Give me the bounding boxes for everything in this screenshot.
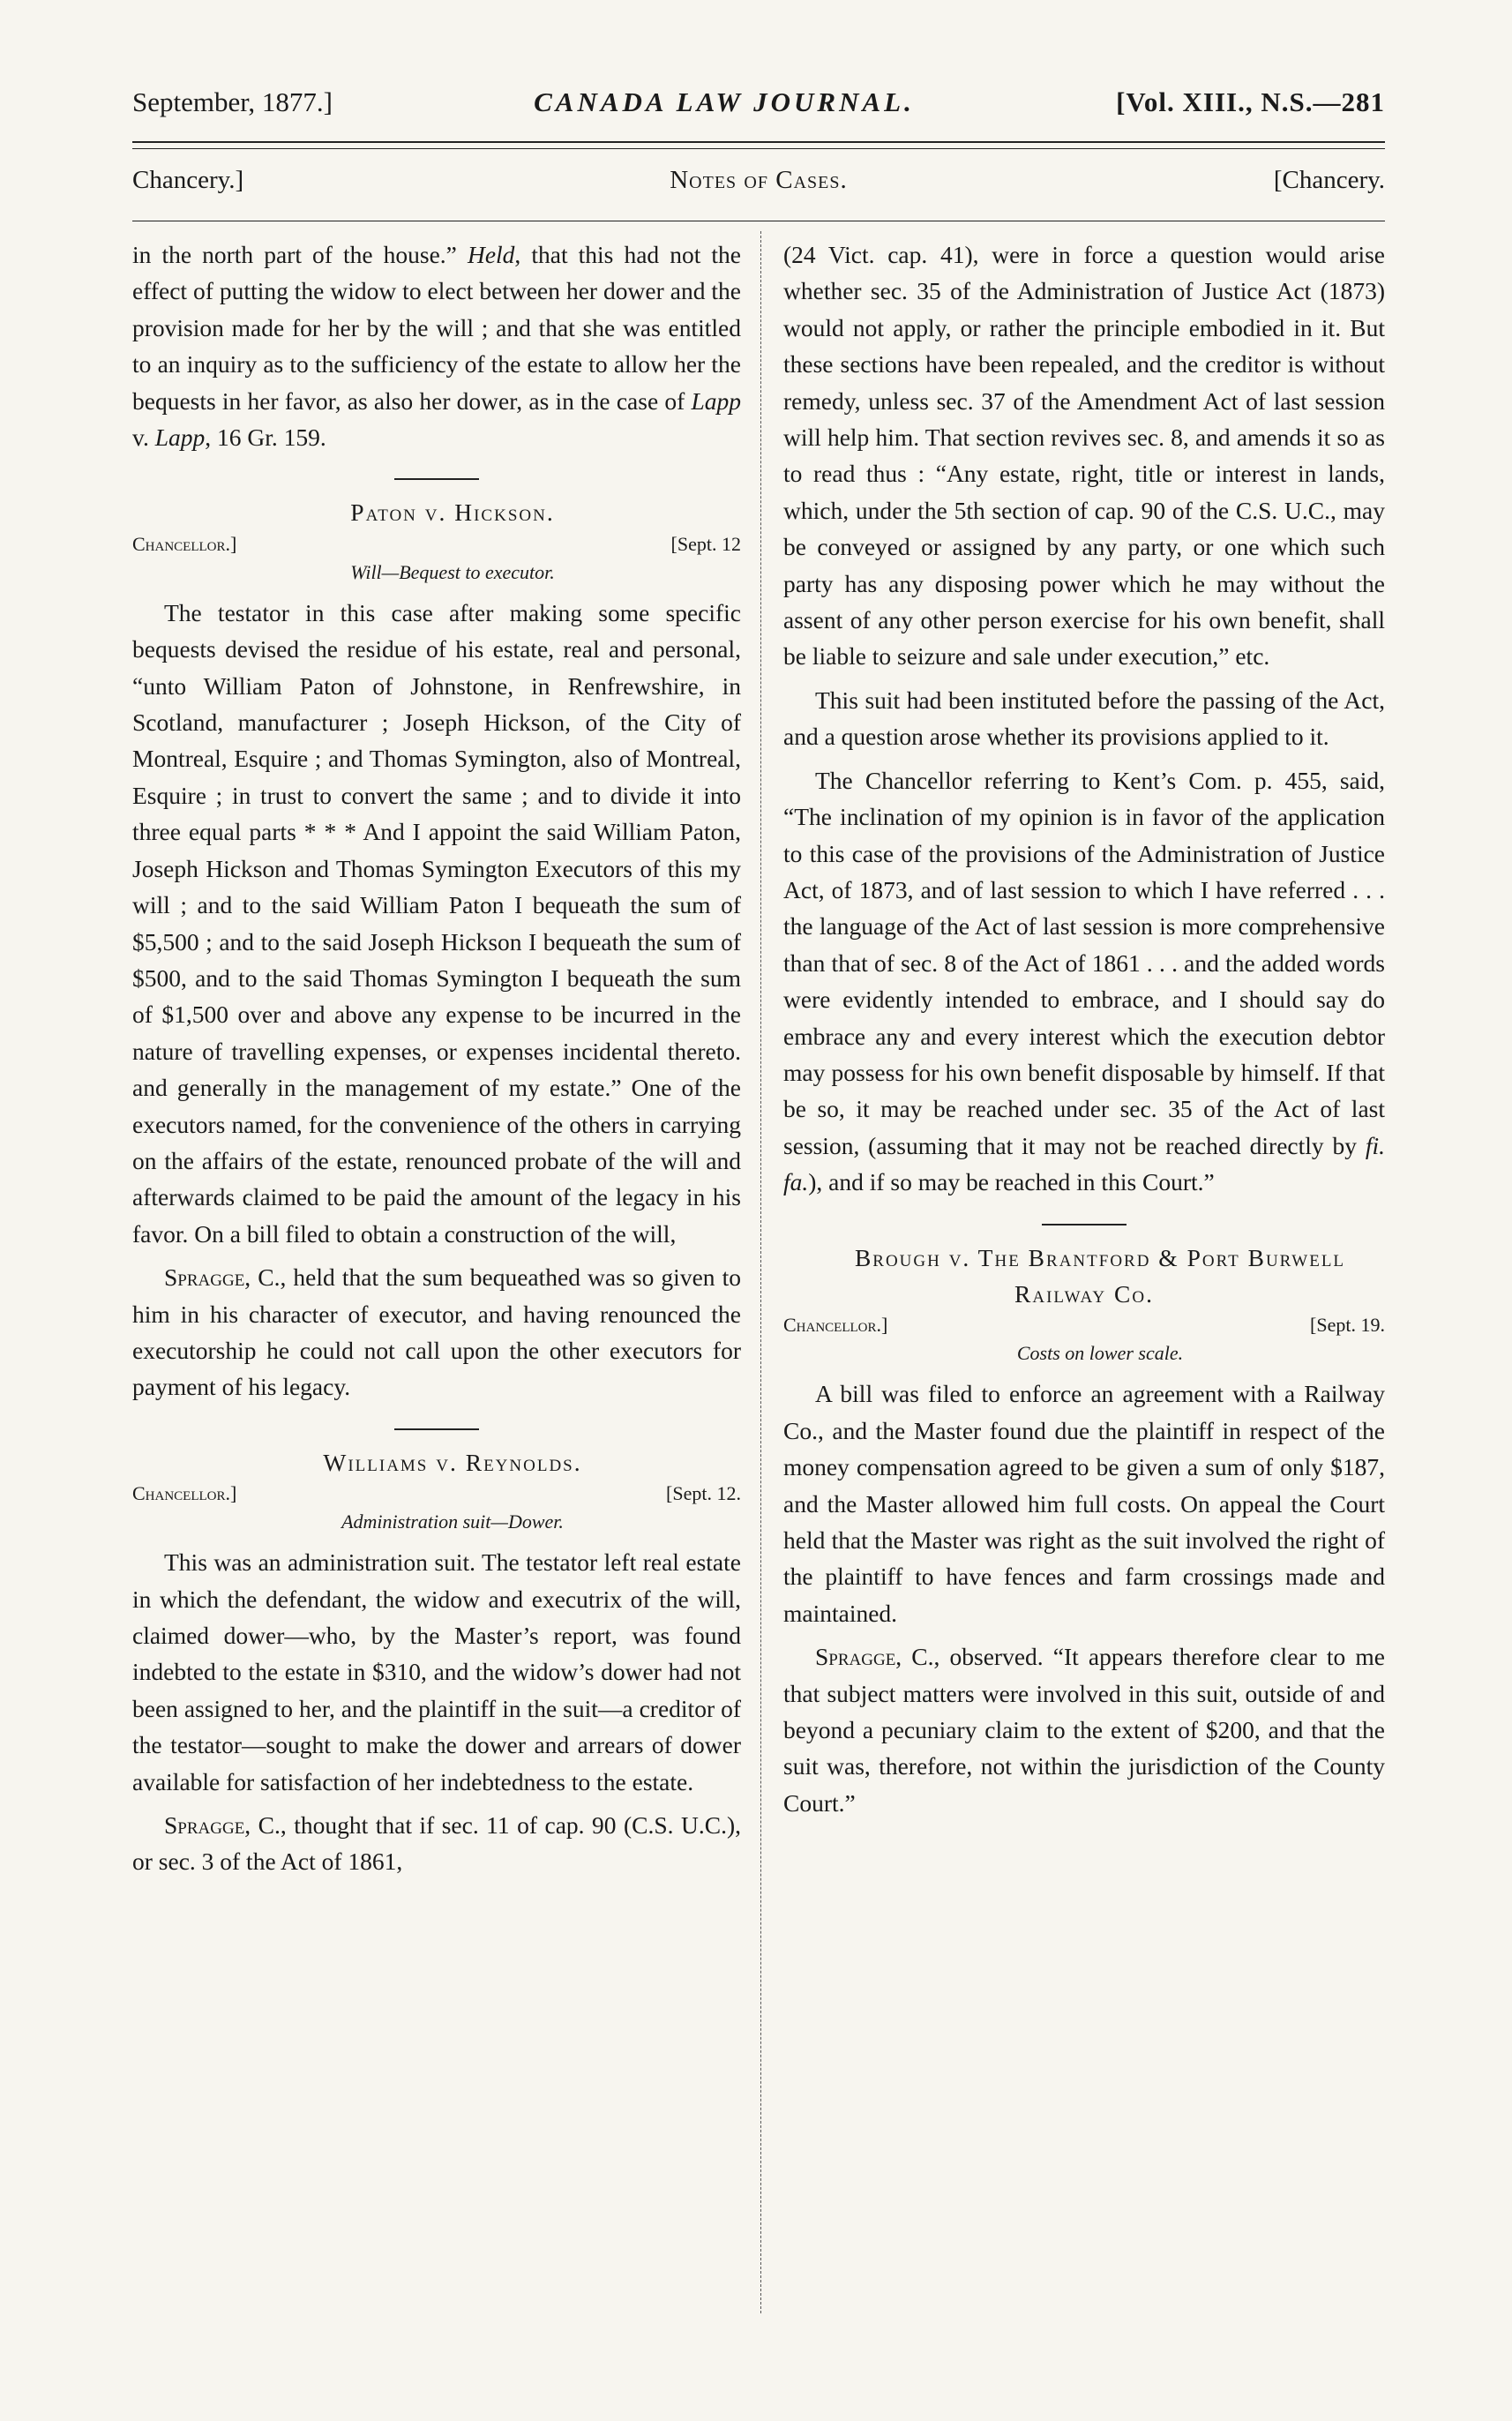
right-column bbox=[783, 236, 1385, 1821]
section-left: Chancery.] bbox=[132, 166, 244, 194]
court-line-brough bbox=[783, 1312, 1385, 1338]
paton-paragraph-2 bbox=[132, 1259, 741, 1405]
case-separator bbox=[1042, 1224, 1127, 1225]
paton-holding: , held that the sum bequeathed was so given to him in his character of executor, and having renounced the executorship he could not call upon the other executors for payment of his legacy. bbox=[132, 1263, 741, 1401]
brough-observation: , observed. “It appears therefore clear to me that subject matters were involved in this suit, outside of and beyond a pecuniary claim to the extent of $200, and that the suit was, therefore, not within the jurisdiction of the County Court.” bbox=[783, 1643, 1385, 1817]
suit-paragraph: This suit had been instituted before the passing of the Act, and a question arose whether its provisions applied to it. bbox=[783, 686, 1385, 751]
williams-opinion-start: , thought that if sec. 11 of cap. 90 (C.S. U.C.), or sec. 3 of the Act of 1861, bbox=[132, 1811, 741, 1876]
chancellor-text-2: ), and if so may be reached in this Court.” bbox=[808, 1168, 1215, 1196]
brough-paragraph-1: A bill was filed to enforce an agreement with a Railway Co., and the Master found due the plaintiff in respect of the money compensation agreed to be given a sum of only $187, and the Master allowed him full costs. On appeal the Court held that the Master was right as the suit involved the right of the plaintiff to have fences and farm crossings made and maintained. bbox=[783, 1380, 1385, 1627]
volume-page-number: [Vol. XIII., N.S.—281 bbox=[1116, 86, 1385, 117]
judge-name: Spragge, C. bbox=[164, 1263, 281, 1292]
williams-paragraph-1: This was an administration suit. The testator left real estate in which the defendant, the widow and executrix of the will, claimed dower—who, by the Master’s report, was found indebted to the estate in $310, and the widow’s dower had not been assigned to her, and the plaintiff in the suit—a creditor of the testator—sought to make the dower and arrears of dower available for satisfaction of her indebtedness to the estate. bbox=[132, 1548, 741, 1795]
brough-paragraph-2 bbox=[783, 1638, 1385, 1821]
case-date: [Sept. 19. bbox=[1310, 1314, 1385, 1337]
case-subject-brough: Costs on lower scale. bbox=[1016, 1342, 1184, 1365]
cont-case-v: v. bbox=[132, 423, 155, 452]
case-separator bbox=[394, 478, 479, 480]
column-divider bbox=[760, 231, 761, 2313]
case-separator bbox=[394, 1428, 479, 1430]
cont-text-2: , that this had not the effect of putting the widow to elect between her dower and the provision made for her by the will ; and that she was entitled to an inquiry as to the sufficiency of the estate to allow her the bequests in her favor, as also her dower, as in the case of bbox=[132, 241, 742, 415]
court-line-williams bbox=[132, 1480, 741, 1507]
fi-fa: fi. fa. bbox=[783, 1131, 1385, 1196]
left-column bbox=[132, 236, 741, 1880]
cont-case-b: Lapp bbox=[154, 423, 206, 452]
journal-title: CANADA LAW JOURNAL. bbox=[534, 86, 915, 117]
court-name: Chancellor.] bbox=[132, 532, 237, 555]
cont-text-1: in the north part of the house.” bbox=[132, 241, 468, 268]
section-right: [Chancery. bbox=[1273, 166, 1385, 194]
cont-case-a: Lapp bbox=[691, 386, 741, 415]
chancellor-text-1: The Chancellor referring to Kent’s Com. p. 455, said, “The inclination of my opinion is in favor of the application to this case of the provisions of the Administration of Justice Act, of 1873, and of last session to which I have referred . . . the language of the Act of last session is more comprehensive than that of sec. 8 of the Act of 1861 . . . and the added words were evidently intended to embrace, and I should say do embrace any and every interest which the execution debtor may possess for his own benefit disposable by himself. If that be so, it may be reached under sec. 35 of the Act of last session, (assuming that it may not be reached directly by bbox=[783, 766, 1385, 1159]
court-line-paton bbox=[132, 531, 741, 558]
court-name: Chancellor.] bbox=[783, 1314, 888, 1337]
running-header bbox=[132, 86, 1385, 118]
case-subject-paton: Will—Bequest to executor. bbox=[350, 560, 555, 583]
case-title-paton: Paton v. Hickson. bbox=[350, 498, 555, 527]
case-date: [Sept. 12. bbox=[666, 1482, 741, 1505]
paton-paragraph-1: The testator in this case after making some specific bequests devised the residue of his estate, real and personal, “unto William Paton of Johnstone, in Renfrewshire, in Scotland, manufacturer ; Joseph Hickson, of the City of Montreal, Esquire ; and Thomas Symington, also of Montreal, Esquire ; in trust to convert the same ; and to divide it into three equal parts * * * And I appoint the said William Paton, Joseph Hickson and Thomas Symington Executors of this my will ; and to the said William Paton I bequeath the sum of $5,500 ; and to the said Joseph Hickson I bequeath the sum of $500, and to the said Thomas Symington I bequeath the sum of $1,500 over and above any expense to be incurred in the nature of travelling expenses, or expenses incidental thereto. and generally in the management of my estate.” One of the executors named, for the convenience of the others in carrying on the affairs of the estate, renounced probate of the will and afterwards claimed to be paid the amount of the legacy in his favor. On a bill filed to obtain a construction of the will, bbox=[132, 598, 741, 1248]
continued-paragraph bbox=[132, 236, 741, 455]
williams-paragraph-2 bbox=[132, 1807, 741, 1880]
cont-held: Held bbox=[467, 241, 515, 268]
cont-text-3: , 16 Gr. 159. bbox=[205, 423, 326, 452]
header-rule-top bbox=[132, 141, 1385, 143]
case-title-brough: Brough v. The Brantford & Port Burwell Railway Co. bbox=[854, 1243, 1346, 1308]
case-title-williams: Williams v. Reynolds. bbox=[323, 1448, 582, 1476]
section-header bbox=[132, 166, 1385, 195]
court-name: Chancellor.] bbox=[132, 1482, 237, 1505]
case-date: [Sept. 12 bbox=[670, 532, 741, 555]
judge-name: Spragge, C. bbox=[164, 1811, 281, 1840]
chancellor-paragraph bbox=[783, 762, 1385, 1201]
case-subject-williams: Administration suit—Dower. bbox=[341, 1510, 564, 1533]
header-date: September, 1877.] bbox=[132, 86, 333, 117]
header-rule-bottom bbox=[132, 148, 1385, 149]
williams-opinion-continued: (24 Vict. cap. 41), were in force a question would arise whether sec. 35 of the Administration of Justice Act (1873) would not apply, or rather the principle embodied in it. But these sections have been repealed, and the creditor is without remedy, unless sec. 37 of the Amendment Act of last session will help him. That section revives sec. 8, and amends it so as to read thus : “Any estate, right, title or interest in lands, which, under the 5th section of cap. 90 of the C.S. U.C., may be conveyed or assigned by any party, or one which such party has any disposing power which he may without the assent of any other person exercise for his own benefit, shall be liable to seizure and sale under execution,” etc. bbox=[783, 241, 1385, 671]
section-center: Notes of Cases. bbox=[670, 166, 848, 194]
judge-name: Spragge, C. bbox=[815, 1643, 934, 1671]
